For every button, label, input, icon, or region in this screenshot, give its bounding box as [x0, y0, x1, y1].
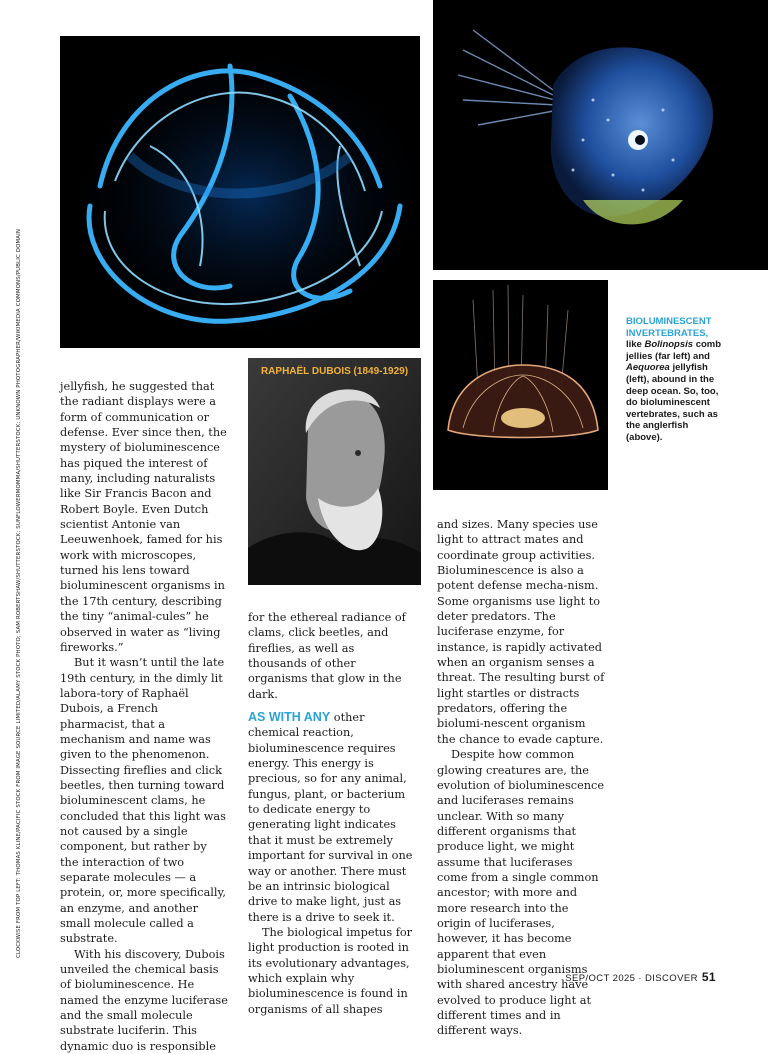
paragraph: for the ethereal radiance of clams, click beetles, and fireflies, as well as thousands of other organisms that glow in the dark. [248, 611, 406, 701]
paragraph: The biological impetus for light production is rooted in its evolutionary advantages, which explain why bioluminescence is found in organisms of all shapes [248, 925, 413, 1016]
aequorea-jellyfish-photo [433, 280, 608, 490]
page-footer [565, 970, 716, 984]
caption-species-1: Bolinopsis [644, 339, 694, 351]
caption-text-3: jellyfish (left), abound in the deep ocean. So, too, do bioluminescent vertebrates, such as the anglerfish (above). [626, 362, 719, 443]
photo-caption [626, 316, 726, 444]
anglerfish-photo [433, 0, 768, 270]
portrait-caption: RAPHAËL DUBOIS (1849-1929) [260, 366, 409, 377]
paragraph [248, 710, 413, 925]
comb-jelly-photo [60, 36, 420, 348]
paragraph: and sizes. Many species use light to attract mates and coordinate group activities. Bioluminescence is also a potent defense mecha-nism. Some organisms use light to deter predators. The luciferase enzyme, for instance, is rapidly activated when an organism senses a threat. The resulting burst of light startles or distracts predators, offering the biolumi-nescent organism the chance to evade capture. [437, 518, 605, 746]
paragraph: jellyfish, he suggested that the radiant displays were a form of communication or defense. Ever since then, the mystery of bioluminescence has piqued the interest of many, including naturalists like Sir Francis Bacon and Robert Boyle. Even Dutch scientist Antonie van Leeuwenhoek, famed for his work with microscopes, turned his lens toward bioluminescent organisms in the 17th century, describing the tiny “animal-cules” he observed in water as “living fireworks.” [60, 380, 227, 654]
body-column-1 [60, 379, 228, 1054]
issue-label: SEP/OCT 2025 · DISCOVER [565, 973, 698, 984]
page-number: 51 [701, 970, 716, 984]
section-lead-in: AS WITH ANY [248, 710, 331, 725]
paragraph: Despite how common glowing creatures are, the evolution of bioluminescence and luciferases remains unclear. With so many different organisms that produce light, we might assume that luciferases come from a single common ancestor; with more and more research into the origin of luciferases, however, it has become apparent that even bioluminescent organisms with shared ancestry have evolved to produce light at different times and in different ways. [437, 748, 605, 1038]
dubois-portrait [248, 358, 421, 585]
caption-lead: BIOLUMINESCENT INVERTEBRATES, [626, 316, 712, 339]
paragraph: But it wasn’t until the late 19th century, in the dimly lit labora-tory of Raphaël Dubois, a French pharmacist, that a mechanism and name was given to the phenomenon. Dissecting fireflies and click beetles, then turning toward bioluminescent clams, he concluded that this light was not caused by a single component, but rather by the interaction of two separate molecules — a protein, or, more specifically, an enzyme, and another small molecule called a substrate. [60, 656, 227, 946]
body-column-3 [437, 517, 605, 1039]
caption-text-1: like [626, 339, 645, 351]
caption-text-2: comb jellies (far left) and [626, 339, 722, 362]
paragraph-text: other chemical reaction, bioluminescence requires energy. This energy is precious, so for any animal, fungus, plant, or bacterium to dedicate energy to generating light indicates that it must be extremely important for survival in one way or another. There must be an intrinsic biological drive to make light, just as there is a drive to seek it. [248, 711, 413, 924]
body-column-2 [248, 610, 413, 1017]
paragraph: With his discovery, Dubois unveiled the chemical basis of bioluminescence. He named the enzyme luciferase and the small molecule substrate luciferin. This dynamic duo is responsible [60, 947, 228, 1053]
photo-credit: CLOCKWISE FROM TOP LEFT: THOMAS KLINE/PACIFIC STOCK FROM IMAGE SOURCE LIMITED/ALAMY STOCK PHOTO; SAM ROBERTSHAW/SHUTTERSTOCK; SUNFLOWERMOMMA/SHUTTERSTOCK; UNKNOWN PHOTOGRAPHER/WIKIMEDIA COMMONS/PUBLIC DOMAIN [16, 228, 22, 958]
caption-species-2: Aequorea [626, 362, 670, 374]
